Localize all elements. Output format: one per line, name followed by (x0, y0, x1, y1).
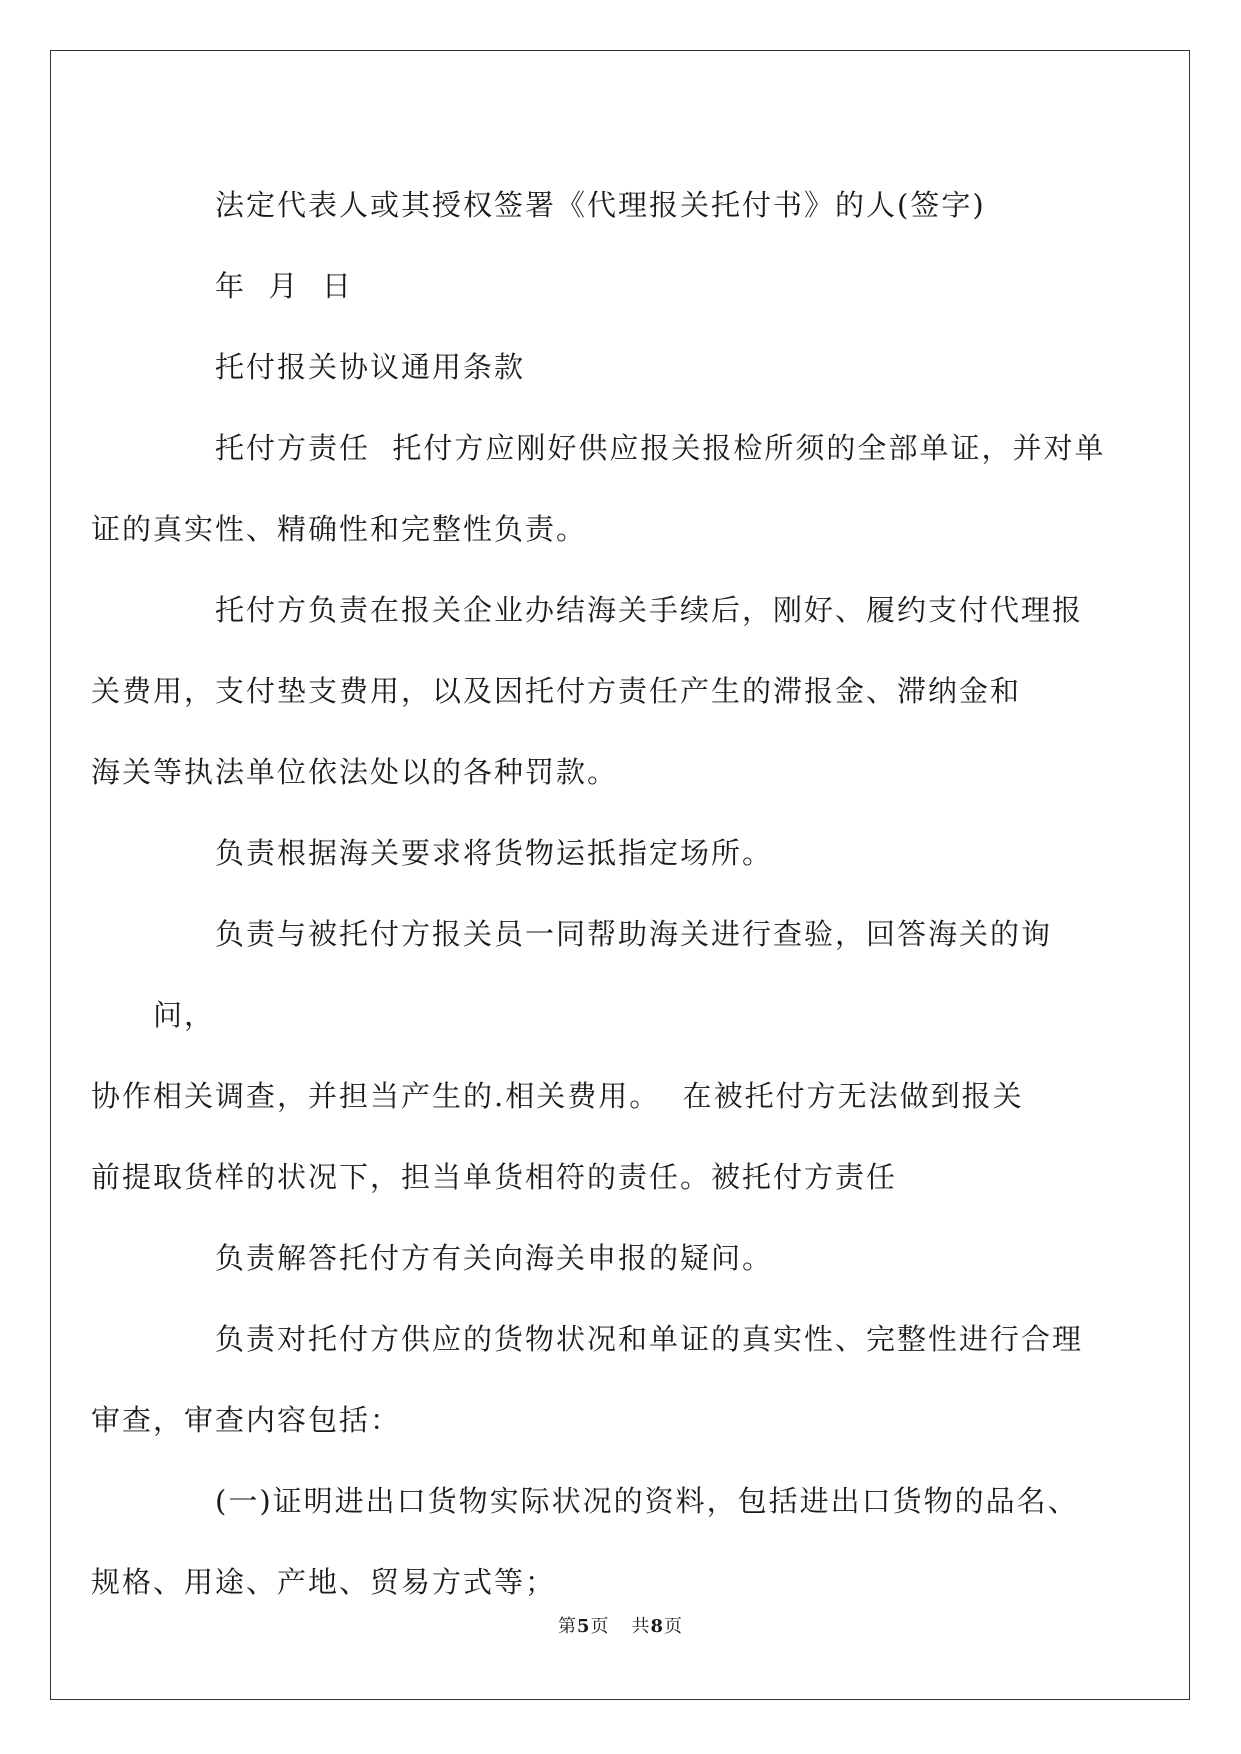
footer-page-number: 5 (576, 1616, 591, 1637)
text-line: 协作相关调查，并担当产生的.相关费用。 在被托付方无法做到报关 (91, 1079, 1024, 1113)
text-line: 托付报关协议通用条款 (215, 350, 526, 384)
document-body (91, 165, 1106, 1623)
paragraph-answer (153, 1218, 1093, 1299)
text-line: 负责与被托付方报关员一同帮助海关进行查验，回答海关的询问， (153, 917, 1053, 1032)
text-line: 审查，审查内容包括： (91, 1403, 402, 1437)
footer-total-pages: 8 (650, 1616, 665, 1637)
paragraph-payment (91, 570, 1093, 813)
paragraph-date (153, 246, 1093, 327)
footer-total-suffix: 页 (664, 1616, 684, 1637)
footer-page-suffix: 页 (590, 1616, 610, 1637)
footer-total-prefix: 共 (631, 1616, 651, 1637)
paragraph-inspection (91, 894, 1093, 1218)
text-line: 规格、用途、产地、贸易方式等； (91, 1565, 557, 1599)
text-line: 法定代表人或其授权签署《代理报关托付书》的人(签字) (215, 188, 986, 222)
text-line: 托付方负责在报关企业办结海关手续后，刚好、履约支付代理报 (215, 593, 1084, 627)
paragraph-delivery (153, 813, 1093, 894)
paragraph-review (91, 1299, 1093, 1461)
text-line: 负责解答托付方有关向海关申报的疑问。 (215, 1241, 774, 1275)
text-line: 负责对托付方供应的货物状况和单证的真实性、完整性进行合理 (215, 1322, 1084, 1356)
text-line: 托付方责任 托付方应刚好供应报关报检所须的全部单证，并对单 (215, 431, 1106, 465)
page-footer (0, 1612, 1241, 1638)
text-line: 海关等执法单位依法处以的各种罚款。 (91, 755, 619, 789)
text-line: 年 月 日 (215, 269, 353, 303)
paragraph-signature (153, 165, 1093, 246)
paragraph-client-duty (91, 408, 1106, 570)
text-line: (一)证明进出口货物实际状况的资料，包括进出口货物的品名、 (215, 1484, 1079, 1518)
paragraph-item-one (91, 1461, 1093, 1623)
text-line: 证的真实性、精确性和完整性负责。 (91, 512, 588, 546)
paragraph-heading (153, 327, 1093, 408)
text-line: 关费用，支付垫支费用，以及因托付方责任产生的滞报金、滞纳金和 (91, 674, 1022, 708)
text-line: 负责根据海关要求将货物运抵指定场所。 (215, 836, 774, 870)
text-line: 前提取货样的状况下，担当单货相符的责任。被托付方责任 (91, 1160, 898, 1194)
footer-prefix: 第 (557, 1616, 577, 1637)
